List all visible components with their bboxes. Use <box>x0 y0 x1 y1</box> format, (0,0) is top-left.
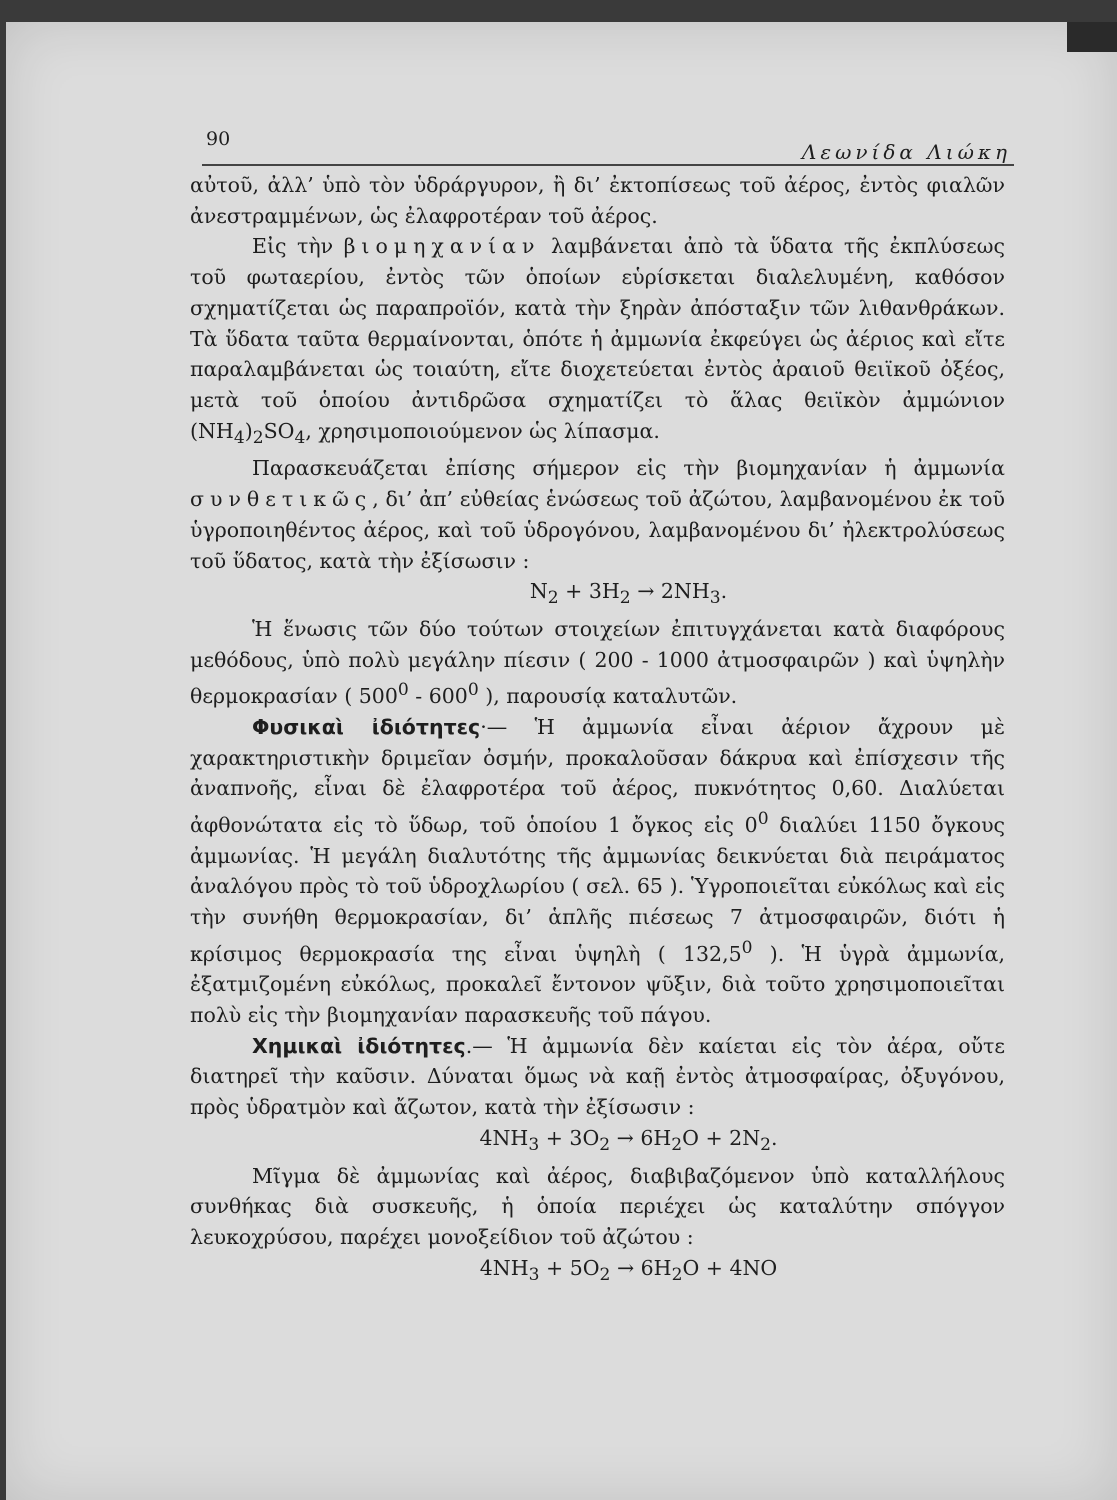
section-heading-physical: Φυσικαὶ ἰδιότητες <box>252 714 481 739</box>
equation-3: $4NH_3 + 5O_2 \to 6H_2O + 4NO$ <box>479 1255 778 1285</box>
section-heading-chemical: Χημικαὶ ἰδιότητες <box>252 1033 466 1058</box>
paragraph-3: Παρασκευάζεται ἐπίσης σήμερον εἰς τὴν βιομηχανίαν ἡ ἀμμωνία συνθετικῶς, δι’ ἀπ’ εὐθείας ἑνώσεως τοῦ ἀζώτου, λαμβανομένου ἐκ τοῦ ὑγροποιηθέντος ἀέρος, καὶ τοῦ ὑδρογόνου, λαμβανομένου δι’ ἠλεκτρολύσεως τοῦ ὕδατος, κατὰ τὴν ἐξίσωσιν : <box>190 456 1005 573</box>
paragraph-1: αὐτοῦ, ἀλλ’ ὑπὸ τὸν ὑδράργυρον, ἢ δι’ ἐκτοπίσεως τοῦ ἀέρος, ἐντὸς φιαλῶν ἀνεστραμμένων, ὡς ἐλαφροτέραν τοῦ ἀέρος. <box>190 173 1005 228</box>
paragraph-7: Μῖγμα δὲ ἀμμωνίας καὶ ἀέρος, διαβιβαζόμενον ὑπὸ καταλλήλους συνθήκας διὰ συσκευῆς, ἡ ὁποία περιέχει ὡς καταλύτην σπόγγον λευκοχρύσου, παρέχει μονοξείδιον τοῦ ἀζώτου : <box>190 1163 1005 1249</box>
running-title: Λεωνίδα Λιώκη <box>801 140 1011 164</box>
scan-corner <box>1067 22 1117 52</box>
equation-2: $4NH_3 + 3O_2 \to 6H_2O + 2N_2$. <box>479 1125 778 1155</box>
equation-1: $N_2 + 3H_2 \to 2NH_3$. <box>529 579 728 609</box>
paragraph-4: Ἡ ἕνωσις τῶν δύο τούτων στοιχείων ἐπιτυγχάνεται κατὰ διαφόρους μεθόδους, ὑπὸ πολὺ μεγάλην πίεσιν ( 200 - 1000 ἀτμοσφαιρῶν ) καὶ ὑψηλὴν θερμοκρασίαν ( $500^0 - 600^0$ ), παρουσίᾳ καταλυτῶν. <box>190 617 1005 709</box>
page-body <box>190 170 1005 1290</box>
header-rule <box>202 164 1014 166</box>
page-number: 90 <box>206 128 231 150</box>
paragraph-physical-properties: Φυσικαὶ ἰδιότητες·— Ἡ ἀμμωνία εἶναι ἀέριον ἄχρουν μὲ χαρακτηριστικὴν δριμεῖαν ὀσμήν, προκαλοῦσαν δάκρυα καὶ ἐπίσχεσιν τῆς ἀναπνοῆς, εἶναι δὲ ἐλαφροτέρα τοῦ ἀέρος, πυκνότητος 0,60. Διαλύεται ἀφθονώτατα εἰς τὸ ὕδωρ, τοῦ ὁποίου 1 ὄγκος εἰς $0^0$ διαλύει 1150 ὄγκους ἀμμωνίας. Ἡ μεγάλη διαλυτότης τῆς ἀμμωνίας δεικνύεται διὰ πειράματος ἀναλόγου πρὸς τὸ τοῦ ὑδροχλωρίου ( σελ. 65 ). Ὑγροποιεῖται εὐκόλως καὶ εἰς τὴν συνήθη θερμοκρασίαν, δι’ ἁπλῆς πιέσεως 7 ἀτμοσφαιρῶν, διότι ἡ κρίσιμος θερμοκρασία της εἶναι ὑψηλὴ ( 132,5$^0$ ). Ἡ ὑγρὰ ἀμμωνία, ἐξατμιζομένη εὐκόλως, προκαλεῖ ἔντονον ψῦξιν, διὰ τοῦτο χρησιμοποιεῖται πολὺ εἰς τὴν βιομηχανίαν παρασκευῆς τοῦ πάγου. <box>190 714 1006 1027</box>
paragraph-2: Εἰς τὴν βιομηχανίαν λαμβάνεται ἀπὸ τὰ ὕδατα τῆς ἐκπλύσεως τοῦ φωταερίου, ἐντὸς τῶν ὁποίων εὑρίσκεται διαλελυμένη, καθόσον σχηματίζεται ὡς παραπροϊόν, κατὰ τὴν ξηρὰν ἀπόσταξιν τῶν λιθανθράκων. Τὰ ὕδατα ταῦτα θερμαίνονται, ὁπότε ἡ ἀμμωνία ἐκφεύγει ὡς ἀέριος καὶ εἴτε παραλαμβάνεται ὡς τοιαύτη, εἴτε διοχετεύεται ἐντὸς ἀραιοῦ θειϊκοῦ ὀξέος, μετὰ τοῦ ὁποίου ἀντιδρῶσα σχηματίζει τὸ ἅλας θειϊκὸν ἀμμώνιον $(NH_4)_2SO_4$, χρησιμοποιούμενον ὡς λίπασμα. <box>190 234 1005 448</box>
paragraph-chemical-properties: Χημικαὶ ἰδιότητες.— Ἡ ἀμμωνία δὲν καίεται εἰς τὸν ἀέρα, οὔτε διατηρεῖ τὴν καῦσιν. Δύναται ὅμως νὰ καῇ ἐντὸς ἀτμοσφαίρας, ὀξυγόνου, πρὸς ὑδρατμὸν καὶ ἄζωτον, κατὰ τὴν ἐξίσωσιν : <box>190 1033 1005 1120</box>
